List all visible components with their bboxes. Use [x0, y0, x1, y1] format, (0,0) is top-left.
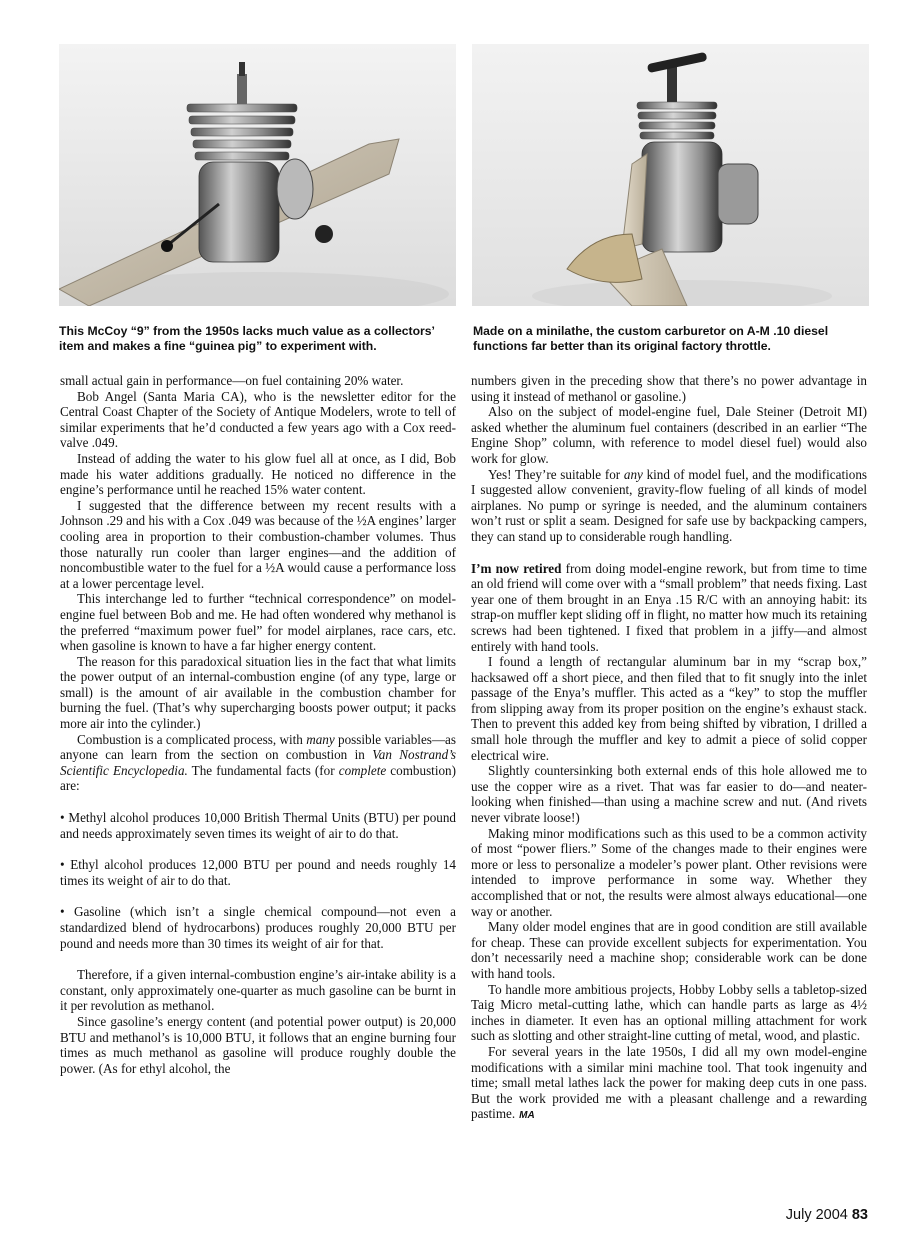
paragraph: small actual gain in performance—on fuel containing 20% water.: [60, 373, 404, 388]
paragraph: Many older model engines that are in good condition are still available for cheap. These can provide excellent subjects for experimentation. You don’t necessarily need a machine shop; considerable work can be done with hand tools.: [471, 919, 867, 981]
bullet-item: • Gasoline (which isn’t a single chemical compound—not even a standardized blend of hydrocarbons) produces roughly 20,000 BTU per pound and needs more than 30 times its weight of air for that.: [60, 904, 456, 951]
mccoy-engine-illustration: [59, 44, 456, 306]
bullet-item: • Ethyl alcohol produces 12,000 BTU per pound and needs roughly 14 times its weight of air to do that.: [60, 857, 456, 888]
paragraph: The reason for this paradoxical situation lies in the fact that what limits the power output of an internal-combustion engine (of any type, large or small) is the amount of air available in the combustion chamber for burning the fuel. (That’s why supercharging boosts power output; it packs more air into the cylinder.): [60, 653, 456, 732]
section-lead-in: I’m now retired: [471, 560, 562, 576]
text-run: kind of model fuel, and the modifications I suggested allow convenient, gravity-flow fueling of all kinds of model airplanes. No pump or syringe is needed, and the aluminum containers won’t rust or split a seam. Designed for safe use by backpacking campers, they can stand up to considerable rough handling.: [471, 466, 867, 544]
paragraph: This interchange led to further “technical correspondence” on model-engine fuel between Bob and me. He had often wondered why methanol is the preferred “maximum power fuel” for model airplanes, race cars, etc. when gasoline is known to have a far higher energy content.: [60, 591, 456, 654]
paragraph: [471, 1044, 867, 1124]
paragraph: I found a length of rectangular aluminum bar in my “scrap box,” hacksawed off a short piece, and then filed that to fit snugly into the inlet passage of the Enya’s muffler. This acted as a “key” to stop the muffler from slipping away from its proper position on the engine’s exhaust stack. Then to prevent this added key from being shifted by vibration, I drilled a small hole through the muffler and key to admit a piece of solid copper electrical wire.: [471, 654, 867, 763]
text-run: The fundamental facts (for: [187, 762, 339, 778]
text-run: Combustion is a complicated process, with: [77, 731, 307, 747]
article-column-right: [471, 373, 867, 1124]
text-run: from doing model-engine rework, but from time to time an old friend will come over with a “small problem” that needs fixing. Last year one of them brought in an Enya .15 R/C with an annoying habit: its strap-on muffler kept sliding off in flight, no matter how much its retaining screws had been tightened. I fixed that problem in a jiffy—and almost entirely with hand tools.: [471, 560, 867, 654]
emphasis: many: [306, 731, 335, 747]
bullet-item: • Methyl alcohol produces 10,000 British Thermal Units (BTU) per pound and needs approximately seven times its weight of air to do that.: [60, 810, 456, 841]
paragraph: Slightly countersinking both external ends of this hole allowed me to use the copper wire as a rivet. That was far easier to do—and neater-looking when finished—than using a machine screw and nut. (And rivets never vibrate loose!): [471, 763, 867, 826]
paragraph: Making minor modifications such as this used to be a common activity of most “power fliers.” Some of the changes made to their engines were more or less to personalize a modeler’s power plant. Other revisions were intended to improve performance in some way. Whether they accomplished that or not, the results were almost always educational—one way or another.: [471, 825, 867, 919]
text-run: Yes! They’re suitable for: [488, 466, 624, 482]
emphasis: any: [623, 466, 643, 482]
paragraph: Since gasoline’s energy content (and potential power output) is 20,000 BTU and methanol’s is 10,000 BTU, it follows that an engine burning four times as much methanol as gasoline will produce roughly double the power. (As for ethyl alcohol, the: [60, 1013, 456, 1076]
paragraph: Also on the subject of model-engine fuel, Dale Steiner (Detroit MI) asked whether the aluminum fuel containers (described in an earlier “The Engine Shop” column, with reference to model diesel fuel) would also work for glow.: [471, 404, 867, 466]
photo-caption-right: Made on a minilathe, the custom carburetor on A-M .10 diesel functions far better than its original factory throttle.: [473, 324, 829, 353]
paragraph: Instead of adding the water to his glow fuel all at once, as I did, Bob made his water additions gradually. He noticed no difference in the engine’s performance until he reached 15% water content.: [60, 450, 456, 498]
paragraph: I suggested that the difference between my recent results with a Johnson .29 and his with a Cox .049 was because of the ½A engines’ larger cooling area in proportion to their combustion-chamber volumes. Thus those naturally run cooler than larger engines—and the addition of noncombustible water to the fuel for a ½A would cause a performance loss at a lower percentage level.: [60, 497, 456, 591]
emphasis: complete: [338, 762, 387, 778]
ma-end-mark: MA: [519, 1110, 535, 1122]
page-number: 83: [851, 1207, 868, 1223]
photo-mccoy-engine: [59, 44, 456, 306]
photo-caption-left: This McCoy “9” from the 1950s lacks much value as a collectors’ item and makes a fine “guinea pig” to experiment with.: [59, 324, 435, 353]
am-diesel-engine-illustration: [472, 44, 869, 306]
paragraph: Therefore, if a given internal-combustion engine’s air-intake ability is a constant, only approximately one-quarter as much gasoline can be burnt in it per revolution as methanol.: [60, 967, 456, 1014]
paragraph: Bob Angel (Santa Maria CA), who is the newsletter editor for the Central Coast Chapter of the Society of Antique Modelers, wrote to tell of similar experiments that he’d conducted a few years ago with a Cox reed-valve .049.: [60, 388, 456, 451]
paragraph: [471, 467, 867, 545]
paragraph: [60, 732, 456, 794]
text-run: possible variables—as anyone can learn from the section on combustion in: [60, 731, 456, 763]
text-run: combustion) are:: [60, 762, 456, 794]
article-column-left: [60, 373, 456, 1076]
book-title: Van Nostrand’s Scientific Encyclopedia.: [60, 747, 456, 778]
page-folio: [786, 1207, 868, 1223]
paragraph: To handle more ambitious projects, Hobby Lobby sells a tabletop-sized Taig Micro metal-cutting lathe, which can handle parts as large as 4½ inches in diameter. It even has an optional milling attachment for work such as slotting and other straight-line cutting of metal, wood, and plastic.: [471, 981, 867, 1044]
section-paragraph: [471, 561, 867, 655]
issue-date: July 2004: [785, 1207, 848, 1223]
photo-am-diesel-engine: [472, 44, 869, 306]
text-run: For several years in the late 1950s, I did all my own model-engine modifications with a similar mini machine tool. That took ingenuity and time; small metal lathes lack the power for making deep cuts in one pass. But the work provided me with a pleasant challenge and a rewarding pastime.: [471, 1043, 867, 1122]
paragraph: numbers given in the preceding show that there’s no power advantage in using it instead of methanol or gasoline.): [471, 373, 867, 404]
